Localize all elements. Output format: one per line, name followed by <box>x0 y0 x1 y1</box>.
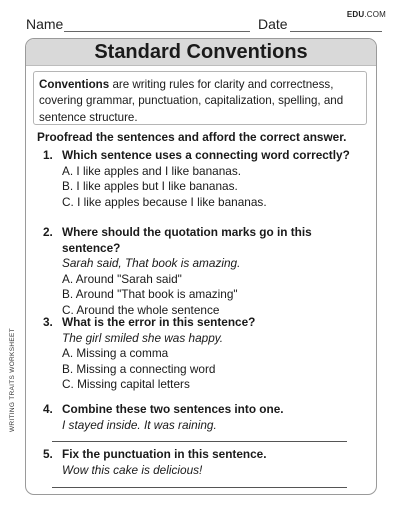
option-a: A. I like apples and I like bananas. <box>62 163 242 178</box>
option-c: C. Around the whole sentence <box>62 302 220 317</box>
question-4 <box>37 402 367 433</box>
question-sentence: The girl smiled she was happy. <box>62 330 224 345</box>
option-a: A. Missing a comma <box>62 346 169 361</box>
option-c: C. I like apples because I like bananas. <box>62 194 267 209</box>
question-text: Combine these two sentences into one. <box>62 402 284 416</box>
question-number: 4. <box>43 402 53 416</box>
answer-line-5[interactable] <box>52 487 347 488</box>
question-sentence: Sarah said, That book is amazing. <box>62 256 241 271</box>
option-c: C. Missing capital letters <box>62 377 190 392</box>
question-number: 3. <box>43 315 53 329</box>
name-label: Name <box>26 16 64 32</box>
intro-box <box>33 71 367 125</box>
intro-text: are writing rules for clarity and correctness, covering grammar, punctuation, capitalization, spelling, and sentence structure. <box>39 78 344 124</box>
instruction: Proofread the sentences and afford the correct answer. <box>37 130 347 144</box>
question-5 <box>37 447 367 478</box>
option-b: B. Missing a connecting word <box>62 361 216 376</box>
question-number: 2. <box>43 225 53 239</box>
brand-logo: EDU.COM <box>346 10 386 19</box>
question-3 <box>37 315 367 393</box>
question-text: Which sentence uses a connecting word correctly? <box>62 148 350 162</box>
question-2 <box>37 225 367 319</box>
question-number: 1. <box>43 148 53 162</box>
header <box>26 10 386 32</box>
name-field-line[interactable] <box>64 31 250 32</box>
intro-term: Conventions <box>39 78 110 91</box>
question-number: 5. <box>43 447 53 461</box>
question-text: Where should the quotation marks go in this sentence? <box>62 225 312 255</box>
side-label: WRITING TRAITS WORKSHEET <box>9 328 16 432</box>
question-sentence: Wow this cake is delicious! <box>62 462 203 477</box>
answer-line-4[interactable] <box>52 441 347 442</box>
option-a: A. Around "Sarah said" <box>62 271 182 286</box>
page-title: Standard Conventions <box>26 39 376 66</box>
option-b: B. Around "That book is amazing" <box>62 287 238 302</box>
date-field-line[interactable] <box>290 31 382 32</box>
option-b: B. I like apples but I like bananas. <box>62 179 238 194</box>
worksheet-frame <box>25 38 377 495</box>
question-1 <box>37 148 367 210</box>
question-text: Fix the punctuation in this sentence. <box>62 447 267 461</box>
date-label: Date <box>258 16 288 32</box>
question-text: What is the error in this sentence? <box>62 315 256 329</box>
question-sentence: I stayed inside. It was raining. <box>62 417 217 432</box>
